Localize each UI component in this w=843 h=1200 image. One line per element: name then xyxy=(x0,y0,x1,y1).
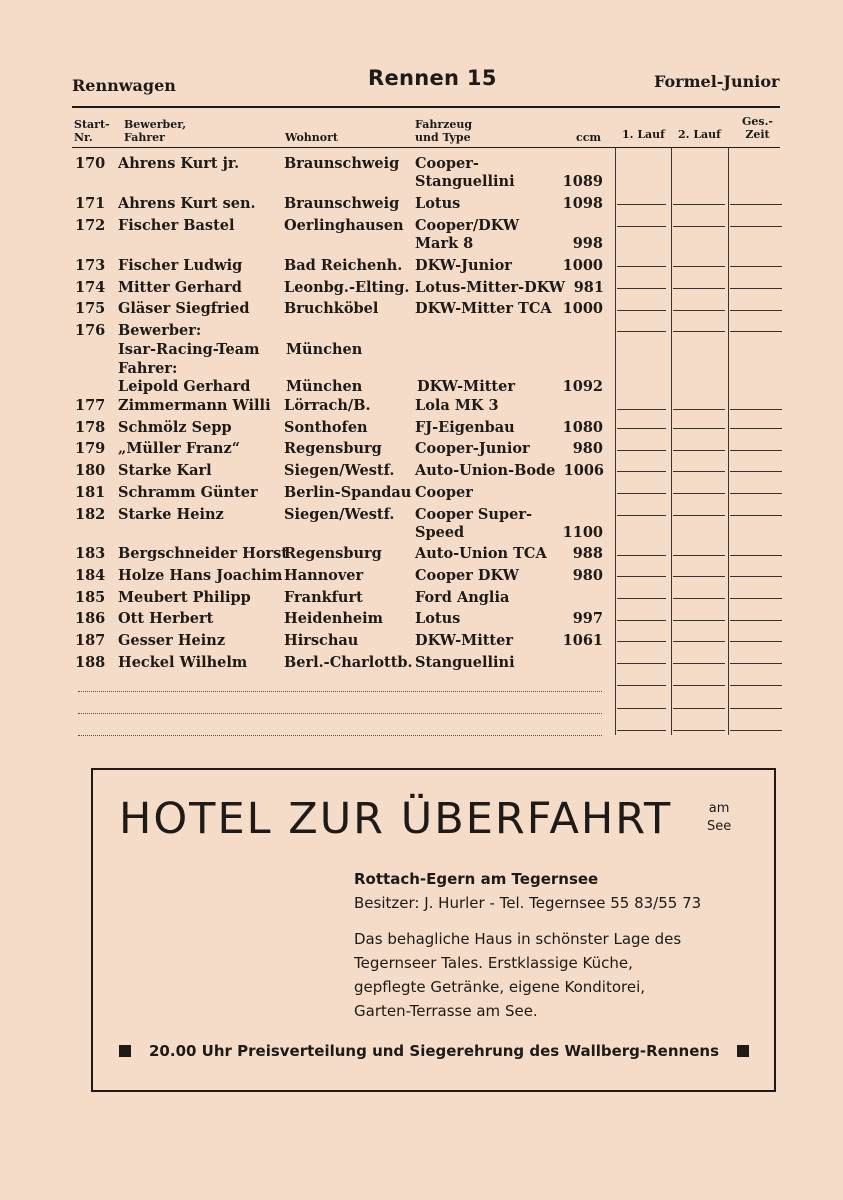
time-entry-line xyxy=(673,730,725,731)
time-entry-line xyxy=(673,493,725,494)
hometown: Siegen/Westf. xyxy=(284,462,395,479)
time-entry-line xyxy=(730,409,782,410)
time-entry-line xyxy=(730,685,782,686)
time-entry-line xyxy=(730,493,782,494)
hometown: Heidenheim xyxy=(284,610,383,627)
vehicle-type: Ford Anglia xyxy=(415,589,510,606)
hotel-advertisement xyxy=(91,768,776,1092)
vehicle-type: FJ-Eigenbau xyxy=(415,419,515,436)
driver-name: Fischer Bastel xyxy=(118,217,235,234)
timing-column-divider xyxy=(728,148,729,735)
time-entry-line xyxy=(617,620,666,621)
time-entry-line xyxy=(617,331,666,332)
start-number: 177 xyxy=(75,397,106,414)
driver-name: Schramm Günter xyxy=(118,484,258,501)
driver-name: Schmölz Sepp xyxy=(118,419,232,436)
time-entry-line xyxy=(730,266,782,267)
time-entry-line xyxy=(730,598,782,599)
time-entry-line xyxy=(673,641,725,642)
time-entry-line xyxy=(617,598,666,599)
engine-capacity: 1000 xyxy=(562,257,603,274)
engine-capacity: 1006 xyxy=(563,462,604,479)
time-entry-line xyxy=(730,428,782,429)
hometown: Sonthofen xyxy=(284,419,368,436)
col-header-start: Start- Nr. xyxy=(74,118,110,144)
entrant-team: Isar-Racing-Team xyxy=(118,341,260,358)
time-entry-line xyxy=(673,450,725,451)
hometown: Bruchköbel xyxy=(284,300,379,317)
hometown: Bad Reichenh. xyxy=(284,257,403,274)
time-entry-line xyxy=(673,708,725,709)
time-entry-line xyxy=(730,310,782,311)
time-entry-line xyxy=(617,226,666,227)
engine-capacity: 997 xyxy=(572,610,603,627)
driver-name: Meubert Philipp xyxy=(118,589,251,606)
start-number: 183 xyxy=(75,545,106,562)
vehicle-type: Cooper/DKW xyxy=(415,217,520,234)
vehicle-type: DKW-Junior xyxy=(415,257,512,274)
timing-column-divider xyxy=(671,148,672,735)
start-number: 173 xyxy=(75,257,106,274)
driver-label: Fahrer: xyxy=(118,360,178,377)
time-entry-line xyxy=(617,471,666,472)
start-number: 171 xyxy=(75,195,106,212)
vehicle-type: DKW-Mitter xyxy=(417,378,515,395)
time-entry-line xyxy=(730,663,782,664)
time-entry-line xyxy=(617,708,666,709)
hometown: Braunschweig xyxy=(284,195,400,212)
hotel-description-line: Tegernseer Tales. Erstklassige Küche, xyxy=(354,954,633,972)
driver-name: Heckel Wilhelm xyxy=(118,654,248,671)
award-ceremony-note xyxy=(119,1042,749,1060)
hometown: Siegen/Westf. xyxy=(284,506,395,523)
time-entry-line xyxy=(730,204,782,205)
vehicle-type: Lotus-Mitter-DKW xyxy=(415,279,566,296)
hometown: Braunschweig xyxy=(284,155,400,172)
time-entry-line xyxy=(617,641,666,642)
blank-entry-line xyxy=(78,713,602,714)
vehicle-type: Lotus xyxy=(415,610,461,627)
vehicle-type: Cooper xyxy=(415,484,473,501)
hometown: Frankfurt xyxy=(284,589,363,606)
time-entry-line xyxy=(617,515,666,516)
timing-column-divider xyxy=(615,148,616,735)
start-number: 188 xyxy=(75,654,106,671)
time-entry-line xyxy=(730,620,782,621)
time-entry-line xyxy=(673,685,725,686)
time-entry-line xyxy=(617,663,666,664)
hometown: Regensburg xyxy=(284,440,382,457)
engine-capacity: 981 xyxy=(573,279,604,296)
start-number: 179 xyxy=(75,440,106,457)
driver-name: Bergschneider Horst xyxy=(118,545,288,562)
engine-capacity: 1000 xyxy=(562,300,603,317)
square-bullet-icon xyxy=(737,1045,749,1057)
time-entry-line xyxy=(617,310,666,311)
time-entry-line xyxy=(673,598,725,599)
time-entry-line xyxy=(673,620,725,621)
start-number: 187 xyxy=(75,632,106,649)
driver-name: Ahrens Kurt jr. xyxy=(118,155,240,172)
vehicle-type: DKW-Mitter TCA xyxy=(415,300,552,317)
hotel-owner: Besitzer: J. Hurler - Tel. Tegernsee 55 83/55 73 xyxy=(354,894,702,912)
vehicle-type: Mark 8 xyxy=(415,235,474,252)
time-entry-line xyxy=(673,576,725,577)
time-entry-line xyxy=(673,226,725,227)
driver-name: „Müller Franz“ xyxy=(118,440,241,457)
driver-name: Starke Heinz xyxy=(118,506,224,523)
time-entry-line xyxy=(617,576,666,577)
driver-name: Starke Karl xyxy=(118,462,212,479)
time-entry-line xyxy=(673,555,725,556)
hometown: Leonbg.-Elting. xyxy=(284,279,410,296)
vehicle-type: Speed xyxy=(415,524,465,541)
driver-name: Holze Hans Joachim xyxy=(118,567,283,584)
blank-entry-line xyxy=(78,735,602,736)
engine-capacity: 1080 xyxy=(562,419,603,436)
driver-name: Zimmermann Willi xyxy=(118,397,271,414)
vehicle-type: Cooper-Junior xyxy=(415,440,530,457)
time-entry-line xyxy=(730,226,782,227)
vehicle-type: Cooper- xyxy=(415,155,479,172)
driver-name: Bewerber: xyxy=(118,322,202,339)
driver-name: Ott Herbert xyxy=(118,610,214,627)
award-ceremony-text: 20.00 Uhr Preisverteilung und Siegerehrung des Wallberg-Rennens xyxy=(149,1042,719,1060)
hometown: Berl.-Charlottb. xyxy=(284,654,413,671)
entrant-town: München xyxy=(286,341,363,358)
time-entry-line xyxy=(730,450,782,451)
engine-capacity: 1100 xyxy=(562,524,603,541)
start-number: 178 xyxy=(75,419,106,436)
vehicle-type: Lotus xyxy=(415,195,461,212)
start-number: 175 xyxy=(75,300,106,317)
time-entry-line xyxy=(617,450,666,451)
hotel-description-line: Garten-Terrasse am See. xyxy=(354,1002,538,1020)
time-entry-line xyxy=(673,663,725,664)
start-number: 182 xyxy=(75,506,106,523)
time-entry-line xyxy=(730,576,782,577)
engine-capacity: 1061 xyxy=(562,632,603,649)
col-header-ccm: ccm xyxy=(576,131,602,144)
time-entry-line xyxy=(730,708,782,709)
hotel-name-suffix: am See xyxy=(707,801,732,834)
vehicle-type: Auto-Union TCA xyxy=(415,545,547,562)
time-entry-line xyxy=(617,428,666,429)
start-number: 186 xyxy=(75,610,106,627)
class-label: Formel-Junior xyxy=(654,72,780,91)
hotel-description-line: Das behagliche Haus in schönster Lage des xyxy=(354,930,682,948)
time-entry-line xyxy=(673,310,725,311)
hometown: Lörrach/B. xyxy=(284,397,371,414)
hometown: Oerlinghausen xyxy=(284,217,404,234)
start-number: 170 xyxy=(75,155,106,172)
time-entry-line xyxy=(730,471,782,472)
driver-name: Ahrens Kurt sen. xyxy=(118,195,256,212)
vehicle-type: Cooper DKW xyxy=(415,567,519,584)
driver-name: Gläser Siegfried xyxy=(118,300,250,317)
driver-name: Gesser Heinz xyxy=(118,632,226,649)
header-rule xyxy=(72,106,780,108)
start-number: 184 xyxy=(75,567,106,584)
vehicle-type: Auto-Union-Bode xyxy=(415,462,556,479)
time-entry-line xyxy=(617,730,666,731)
col-header-fahrzeug: Fahrzeug und Type xyxy=(415,118,473,144)
column-header-rule xyxy=(72,147,780,148)
vehicle-type: Lola MK 3 xyxy=(415,397,499,414)
start-number: 176 xyxy=(75,322,106,339)
col-header-ges: Ges.- Zeit xyxy=(742,115,773,141)
driver-name: Fischer Ludwig xyxy=(118,257,243,274)
driver-town: München xyxy=(286,378,363,395)
section-label: Rennwagen xyxy=(72,76,176,95)
col-header-wohnort: Wohnort xyxy=(285,131,339,144)
time-entry-line xyxy=(730,555,782,556)
time-entry-line xyxy=(617,555,666,556)
start-number: 174 xyxy=(75,279,106,296)
page-title: Rennen 15 xyxy=(368,66,497,90)
time-entry-line xyxy=(673,288,725,289)
time-entry-line xyxy=(730,331,782,332)
engine-capacity: 988 xyxy=(572,545,603,562)
time-entry-line xyxy=(617,685,666,686)
start-number: 180 xyxy=(75,462,106,479)
time-entry-line xyxy=(617,493,666,494)
time-entry-line xyxy=(617,288,666,289)
vehicle-type: DKW-Mitter xyxy=(415,632,513,649)
time-entry-line xyxy=(730,730,782,731)
time-entry-line xyxy=(673,204,725,205)
square-bullet-icon xyxy=(119,1045,131,1057)
engine-capacity: 980 xyxy=(572,567,603,584)
start-number: 181 xyxy=(75,484,106,501)
time-entry-line xyxy=(730,641,782,642)
time-entry-line xyxy=(673,331,725,332)
hotel-location: Rottach-Egern am Tegernsee xyxy=(354,870,599,888)
time-entry-line xyxy=(673,266,725,267)
blank-entry-line xyxy=(78,691,602,692)
hotel-name: HOTEL ZUR ÜBERFAHRT xyxy=(119,794,673,844)
time-entry-line xyxy=(730,288,782,289)
time-entry-line xyxy=(673,471,725,472)
engine-capacity: 1098 xyxy=(562,195,603,212)
hometown: Regensburg xyxy=(284,545,382,562)
time-entry-line xyxy=(673,515,725,516)
vehicle-type: Stanguellini xyxy=(415,173,515,190)
hometown: Hirschau xyxy=(284,632,359,649)
driver-name: Leipold Gerhard xyxy=(118,378,251,395)
engine-capacity: 1089 xyxy=(562,173,603,190)
time-entry-line xyxy=(617,266,666,267)
start-number: 172 xyxy=(75,217,106,234)
time-entry-line xyxy=(673,428,725,429)
engine-capacity: 980 xyxy=(572,440,603,457)
time-entry-line xyxy=(617,409,666,410)
engine-capacity: 998 xyxy=(572,235,603,252)
col-header-lauf2: 2. Lauf xyxy=(678,128,721,141)
col-header-bewerber: Bewerber, Fahrer xyxy=(124,118,187,144)
start-number: 185 xyxy=(75,589,106,606)
hometown: Hannover xyxy=(284,567,364,584)
time-entry-line xyxy=(617,204,666,205)
engine-capacity: 1092 xyxy=(562,378,603,395)
hometown: Berlin-Spandau xyxy=(284,484,412,501)
hotel-description-line: gepflegte Getränke, eigene Konditorei, xyxy=(354,978,646,996)
col-header-lauf1: 1. Lauf xyxy=(622,128,665,141)
vehicle-type: Stanguellini xyxy=(415,654,515,671)
vehicle-type: Cooper Super- xyxy=(415,506,532,523)
driver-name: Mitter Gerhard xyxy=(118,279,242,296)
time-entry-line xyxy=(730,515,782,516)
time-entry-line xyxy=(673,409,725,410)
